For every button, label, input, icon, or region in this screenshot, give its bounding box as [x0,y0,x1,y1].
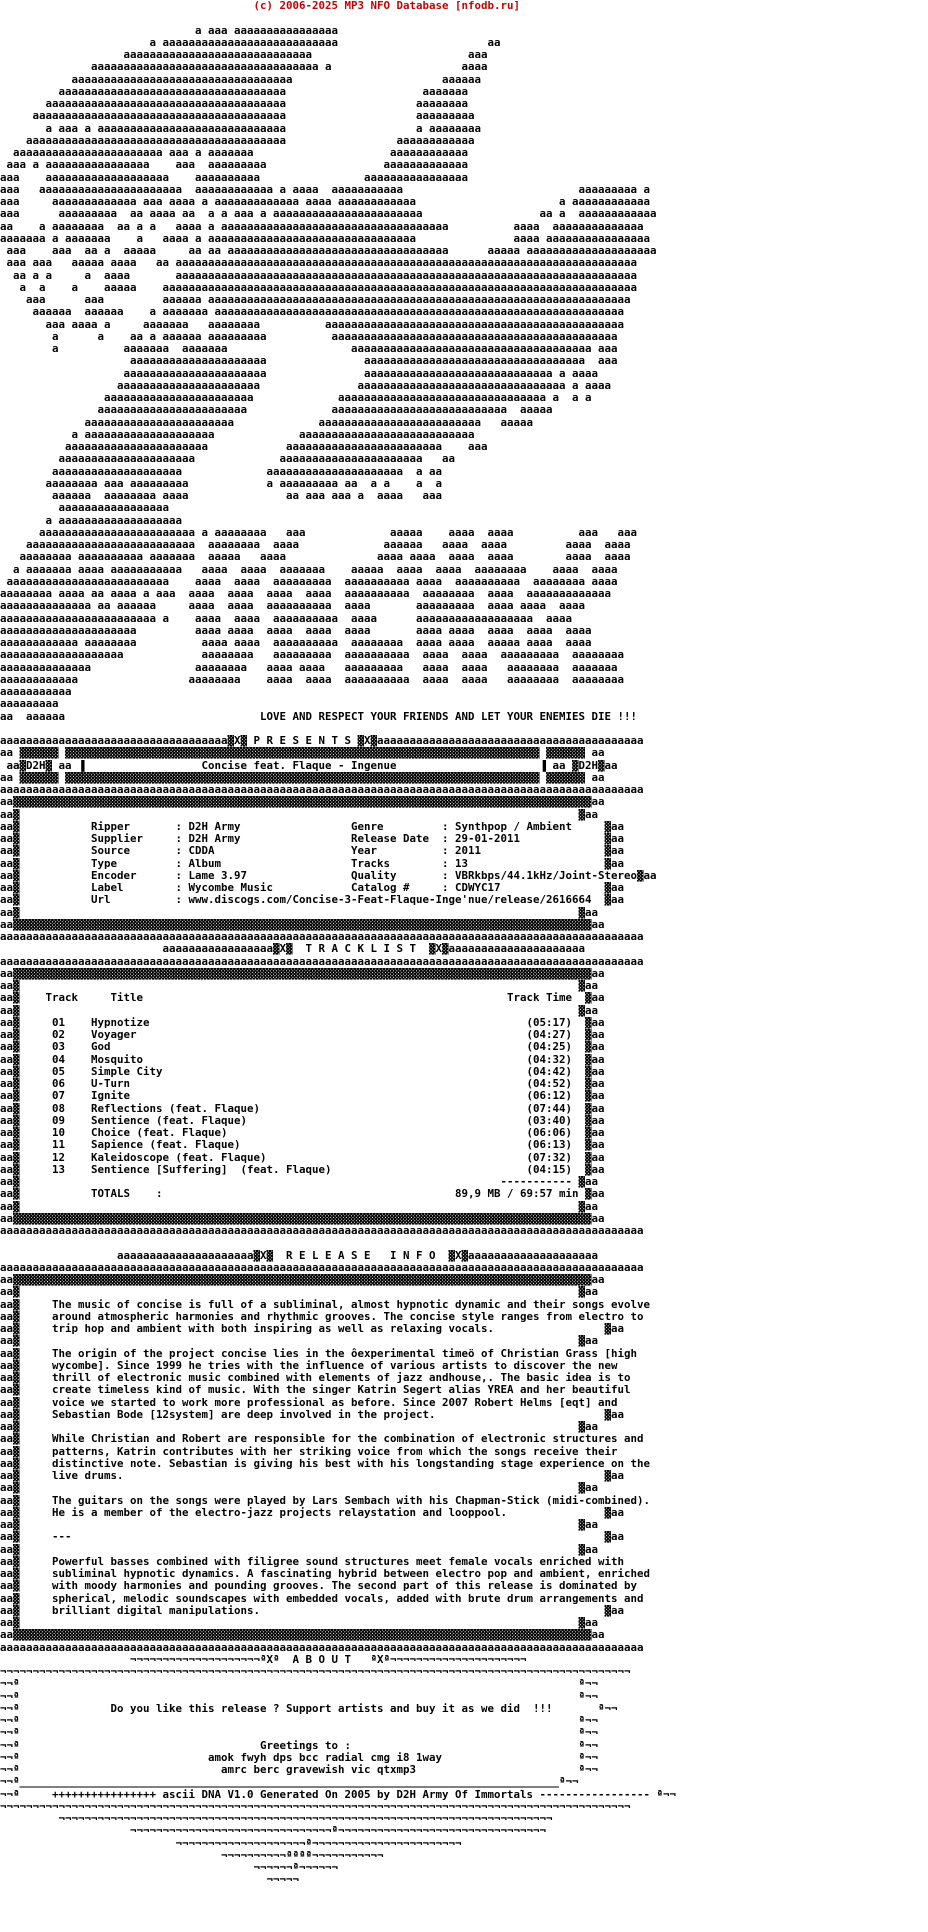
nfo-line: aaaaaaaaaaaaaaaaaaaaaaaaaaaaaaaaaaa a aaaa [0,61,644,74]
nfo-line: aaaaaa aaaaaaaa aaaa aa aaa aaa a aaaa aaa [0,490,612,502]
nfo-line: aa▓ distinctive note. Sebastian is giving his best with his longstanding stage experience on the [0,1457,651,1470]
nfo-line: aa▓ The guitars on the songs were played by Lars Sembach with his Chapman-Stick (midi-combined). [0,1494,651,1507]
nfo-line: aaaaaaaaaaaaaaaaaaaaaaaaaaaaaaaaaa aaaaaa [0,73,644,86]
nfo-line: aa▓ --- ▓aa [0,1531,625,1544]
nfo-line: aa aaaaaa LOVE AND RESPECT YOUR FRIENDS AND LET YOUR ENEMIES DIE !!! [0,710,638,723]
nfo-line: aaa aaaaaaaaa aa aaaa aa a a aaa a aaaaaaaaaaaaaaaaaaaaaaa aa a aaaaaaaaaaaa [0,208,709,221]
nfo-line: aa▓ patterns, Katrin contributes with her striking voice from which the songs receive their [0,1445,618,1458]
nfo-line: ¬¬ª ª¬¬ [0,1690,599,1703]
nfo-line: aaaaaaaaaaaaaaaaaaaaaaaaaaaaaaaaaaa aaaaaaa [0,85,644,98]
nfo-line: a aaaaaaaaaaaaaaaaaaa [0,514,625,527]
nfo-line: aaaaaaaaaaaaaaaaaaa aaaaaaaa aaaaaaaaa aaaaaaaaaa aaaa aaaa aaaaaaaaa aaaaaaaa [0,649,631,662]
nfo-line: aaaaaaaaaaaaaaaaaaaaaaa aaa a aaaaaaa aaaaaaaaaaaa [0,147,703,159]
nfo-line: aaaaaaaaaaaaaaaaaaaaaaaaaaaaaaaaaaaaaaaaaaaaaaaaaaaaaaaaaaaaaaaaaaaaaaaaaaaaaaaaaaaaaaaaaaaaaaaaaaa [0,1641,644,1654]
nfo-line: aa▓ ▓aa [0,1482,599,1495]
nfo-line: a aaaaaaaaaaaaaaaaaaaa aaaaaaaaaaaaaaaaaaaaaaaaaaa [0,428,618,441]
nfo-line: aaaaaaaaaaaaaaaaaaaaa▓X▓ R E L E A S E I N F O ▓X▓aaaaaaaaaaaaaaaaaaaa [0,1249,599,1262]
nfo-line: aaa aaaa a aaaaaaa aaaaaaaa aaaaaaaaaaaaaaaaaaaaaaaaaaaaaaaaaaaaaaaaaaaaaa [0,318,657,331]
nfo-line: aa▓ Supplier : D2H Army Release Date : 29-01-2011 ▓aa [0,833,625,845]
nfo-line [0,723,928,735]
nfo-line: aaaaaaaaaaaa aaaaaaaa aaaa aaaa aaaaaaaaaa aaaa aaaa aaaaaaaa aaaaaaaa [0,673,631,686]
nfo-line: aaaaaaaaaaaaaaaaaaaaaa aaaaaaaaaaaaaaaaaaaaaaaaaaaaaaaa a aaaa [0,379,657,392]
nfo-line [0,1237,928,1249]
nfo-line: aaaaaaaaaaaaaaaaaaaaaaaaaaaaaaaaaaaaaaa aaaaaaaaa [0,110,670,123]
copyright-header: (c) 2006-2025 MP3 NFO Database [nfodb.ru] [0,0,521,12]
nfo-line: aa▓ 13 Sentience [Suffering] (feat. Flaque) (04:15) ▓aa [0,1163,605,1176]
nfo-line: aaaaaa aaaaaa a aaaaaaa aaaaaaaaaaaaaaaaaaaaaaaaaaaaaaaaaaaaaaaaaaaaaaaaaaaaaaaaaaaaaaa [0,306,657,319]
nfo-line: ¬¬ª Do you like this release ? Support artists and buy it as we did !!! ª¬¬ [0,1702,618,1715]
nfo-line: aaa aaaaaaaaaaaaa aaa aaaa a aaaaaaaaaaaaa aaaa aaaaaaaaaaaa a aaaaaaaaaaaa [0,196,703,208]
nfo-line: aaaaaaaaaaaaaaaaaaaaaaaa a aaaaaaaa aaa aaaaa aaaa aaaa aaa aaa [0,526,638,539]
nfo-line: a aaa aaaaaaaaaaaaaaaa [0,24,638,37]
nfo-line: aaaaaaaaaaaaaaaaaaaaaaaaa aaaa aaaa aaaaaaaaa aaaaaaaaaa aaaa aaaaaaaaaa aaaaaaaa aaaa [0,575,618,588]
nfo-line: aaaaaaaaaaaaaaaaaaaaaa aaaaaaaaaaaaaaaaaaaaaaaa aaa [0,441,618,453]
nfo-line: aa▓ voice we started to work more professional as before. Since 2007 Robert Helms [eqt] and [0,1396,618,1409]
nfo-line: a a aa a aaaaaa aaaaaaaaa aaaaaaaaaaaaaaaaaaaaaaaaaaaaaaaaaaaaaaaaaaaa [0,330,657,343]
nfo-line: aaaaaaaaaaaaaaaaaaaaaaaaaaaaaaaaaaaaa aaaaaaaa [0,98,651,110]
nfo-line: aa▓▓▓▓▓▓▓▓▓▓▓▓▓▓▓▓▓▓▓▓▓▓▓▓▓▓▓▓▓▓▓▓▓▓▓▓▓▓▓▓▓▓▓▓▓▓▓▓▓▓▓▓▓▓▓▓▓▓▓▓▓▓▓▓▓▓▓▓▓▓▓▓▓▓▓▓▓▓▓▓▓▓▓▓▓▓▓▓▓aa [0,1212,605,1225]
nfo-line: aa▓ ▓aa [0,1543,599,1556]
nfo-line: aa▓ 02 Voyager (04:27) ▓aa [0,1029,605,1041]
nfo-line: aa▓ live drums. ▓aa [0,1470,625,1482]
nfo-line: aa▓ ▓aa [0,1004,599,1017]
nfo-line: aa a aaaaaaaa aa a a aaaa a aaaaaaaaaaaaaaaaaaaaaaaaaaaaaaaaaaa aaaa aaaaaaaaaaaaaa [0,220,683,233]
nfo-line: aaaaaaaaaaaaaaaaaaaaaaa aaaaaaaaaaaaaaaaaaaaaaaaaaaaaaaa a a a [0,392,638,404]
nfo-line: aaaaaaaaaaaaaaaaaaaaaaaaaaaaa aaa [0,49,638,61]
nfo-line: ¬¬¬¬¬¬¬¬¬¬¬¬¬¬¬¬¬¬¬¬ª¬¬¬¬¬¬¬¬¬¬¬¬¬¬¬¬¬¬¬¬¬¬¬ [0,1837,462,1850]
nfo-line: aaaaaaaaaaaaaaaaaaaaaa aaaaaaaaaaaaaaaaaaaaaaaaaaaaa a aaaa [0,367,644,380]
nfo-line: aa▓ 09 Sentience (feat. Flaque) (03:40) ▓aa [0,1114,605,1127]
nfo-line: aaaaaaaaaaaaaaaaa▓X▓ T R A C K L I S T ▓X▓aaaaaaaaaaaaaaaaaaaaa [0,943,586,956]
nfo-line: aa▓ TOTALS : 89,9 MB / 69:57 min ▓aa [0,1188,605,1201]
nfo-line: ¬¬ª amok fwyh dps bcc radial cmg i8 1way ª¬¬ [0,1751,599,1764]
nfo-line: aa▓▓▓▓▓▓▓▓▓▓▓▓▓▓▓▓▓▓▓▓▓▓▓▓▓▓▓▓▓▓▓▓▓▓▓▓▓▓▓▓▓▓▓▓▓▓▓▓▓▓▓▓▓▓▓▓▓▓▓▓▓▓▓▓▓▓▓▓▓▓▓▓▓▓▓▓▓▓▓▓▓▓▓▓▓▓▓▓▓aa [0,967,605,980]
nfo-line: aa▓ 11 Sapience (feat. Flaque) (06:13) ▓aa [0,1139,605,1152]
nfo-line: aa▓ trip hop and ambient with both inspiring as well as relaxing vocals. ▓aa [0,1323,625,1335]
nfo-line: aa▓ Track Title Track Time ▓aa [0,992,605,1005]
nfo-line: aaaaaaaaa [0,698,625,711]
nfo-line: aaaaaaa a aaaaaaa a aaaa a aaaaaaaaaaaaaaaaaaaaaaaaaaaaaaaa aaaa aaaaaaaaaaaaaaaa [0,232,690,245]
nfo-line: aaa aaa aa a aaaaa aa aa aaaaaaaaaaaaaaaaaaaaaaaaaaaaaaaaaa aaaaa aaaaaaaaaaaaaaaaaaaa [0,245,683,257]
nfo-line: aaaaaaaaaaaaaaaaaaaaaaaa a aaaa aaaa aaaaaaaaaa aaaa aaaaaaaaaaaaaaaaaa aaaa [0,612,612,625]
nfo-line: aa▓▓▓▓▓▓▓▓▓▓▓▓▓▓▓▓▓▓▓▓▓▓▓▓▓▓▓▓▓▓▓▓▓▓▓▓▓▓▓▓▓▓▓▓▓▓▓▓▓▓▓▓▓▓▓▓▓▓▓▓▓▓▓▓▓▓▓▓▓▓▓▓▓▓▓▓▓▓▓▓▓▓▓▓▓▓▓▓▓aa [0,1274,605,1286]
nfo-line: aaaaaaaaaaaaaaaaaaaaaaaaaaaaaaaaaaaaaaaa aaaaaaaaaaaa [0,134,683,147]
nfo-line: aa▓ 12 Kaleidoscope (feat. Flaque) (07:32) ▓aa [0,1151,605,1164]
nfo-line: aaaaaaaaaaaaaaaaaaaaa aaaaaaaaaaaaaaaaaaaaaa aa [0,453,612,466]
nfo-line: ¬¬ª___________________________________________________________________________________ª¬¬ [0,1776,579,1789]
nfo-line: ¬¬¬¬¬¬¬¬¬¬ªªªª¬¬¬¬¬¬¬¬¬¬¬ [0,1849,384,1862]
nfo-line: ¬¬¬¬¬ [0,1874,300,1887]
nfo-line: aa▓ 01 Hypnotize (05:17) ▓aa [0,1016,605,1029]
nfo-line: aa▓ around atmospheric harmonies and rhythmic grooves. The concise style ranges from electro to [0,1310,644,1323]
nfo-line: ¬¬¬¬¬¬¬¬¬¬¬¬¬¬¬¬¬¬¬¬¬¬¬¬¬¬¬¬¬¬¬¬¬¬¬¬¬¬¬¬¬¬¬¬¬¬¬¬¬¬¬¬¬¬¬¬¬¬¬¬¬¬¬¬¬¬¬¬¬¬¬¬¬¬¬¬ [0,1813,553,1825]
nfo-line: ¬¬¬¬¬¬¬¬¬¬¬¬¬¬¬¬¬¬¬¬ªXª A B O U T ªXª¬¬¬¬¬¬¬¬¬¬¬¬¬¬¬¬¬¬¬¬¬ [0,1653,527,1666]
nfo-line: aaaaaaaa aaaaaaaaaa aaaaaaa aaaaa aaaa aaaa aaaa aaaa aaaa aaaa aaaa [0,551,631,564]
nfo-line: aa a a a aaaa aaaaaaaaaaaaaaaaaaaaaaaaaaaaaaaaaaaaaaaaaaaaaaaaaaaaaaaaaaaaaaaaaaaaaaa [0,269,664,282]
nfo-line: ¬¬ª ª¬¬ [0,1678,599,1691]
nfo-line: aa▓ brilliant digital manipulations. ▓aa [0,1604,625,1617]
nfo-line: aaaaaaaaaaaaaa aaaaaaaa aaaa aaaa aaaaaaaaa aaaa aaaa aaaaaaaa aaaaaaa [0,661,631,674]
nfo-line: aa▓ While Christian and Robert are responsible for the combination of electronic structures and [0,1433,644,1446]
nfo-line: aa▓ wycombe]. Since 1999 he tries with the influence of various artists to discover the new [0,1359,618,1372]
nfo-line: aa▓ 08 Reflections (feat. Flaque) (07:44) ▓aa [0,1102,605,1115]
nfo-line: a aaa a aaaaaaaaaaaaaaaaaaaaaaaaaaaaa a aaaaaaaa [0,122,683,135]
nfo-line: aaaaaaaa aaa aaaaaaaaa a aaaaaaaaa aa a a a a [0,477,612,490]
nfo-line: aa▓ The origin of the project concise lies in the ôexperimental timeö of Christian Grass [high [0,1347,638,1360]
nfo-line: aa▓ spherical, melodic soundscapes with embedded vocals, added with brute drum arrangements and [0,1592,644,1605]
nfo-line: aa▓ thrill of electronic music combined with elements of jazz andhouse,. The basic idea is to [0,1372,631,1384]
nfo-line: aa▓ ▓aa [0,1421,599,1433]
nfo-line: aa▓ subliminal hypnotic dynamics. A fascinating hybrid between electro pop and ambient, enriched [0,1568,651,1580]
nfo-line: aa▓▓▓▓▓▓▓▓▓▓▓▓▓▓▓▓▓▓▓▓▓▓▓▓▓▓▓▓▓▓▓▓▓▓▓▓▓▓▓▓▓▓▓▓▓▓▓▓▓▓▓▓▓▓▓▓▓▓▓▓▓▓▓▓▓▓▓▓▓▓▓▓▓▓▓▓▓▓▓▓▓▓▓▓▓▓▓▓▓aa [0,796,605,809]
nfo-line: aaaaaaaaaaaaaaaaaaaaaaaaaa aaaaaaaa aaaa aaaaaa aaaa aaaa aaaa aaaa [0,539,631,551]
nfo-line: aaa aaa aaaaa aaaa aa aaaaaaaaaaaaaaaaaaaaaaaaaaaaaaaaaaaaaaaaaaaaaaaaaaaaaaaaaaaaaaaaaaaaaaa [0,257,664,270]
nfo-line: a aaaaaaa aaaa aaaaaaaaaaa aaaa aaaa aaaaaaa aaaaa aaaa aaaa aaaaaaaa aaaa aaaa [0,563,618,576]
nfo-line: aaaaaaaaaaaaaaaaaaaa aaaaaaaaaaaaaaaaaaaaa a aa [0,465,618,478]
nfo-line: aaaaaaaaaaaaaa aa aaaaaa aaaa aaaa aaaaaaaaaa aaaa aaaaaaaaa aaaa aaaa aaaa [0,600,618,613]
nfo-line: aa▓ 03 God (04:25) ▓aa [0,1041,605,1054]
nfo-line: aa▓ ▓aa [0,1200,599,1213]
nfo-line: ¬¬ª ++++++++++++++++ ascii DNA V1.0 Generated On 2005 by D2H Army Of Immortals ----------------- ª¬¬ [0,1788,677,1801]
nfo-line: aa▓ Sebastian Bode [12system] are deep involved in the project. ▓aa [0,1408,625,1421]
nfo-line: aaaaaaaaaaaa aaaaaaaa aaaa aaaa aaaaaaaaaa aaaaaaaa aaaa aaaa aaaaa aaaa aaaa [0,637,612,649]
nfo-line: aa ▓▓▓▓▓▓ ▓▓▓▓▓▓▓▓▓▓▓▓▓▓▓▓▓▓▓▓▓▓▓▓▓▓▓▓▓▓▓▓▓▓▓▓▓▓▓▓▓▓▓▓▓▓▓▓▓▓▓▓▓▓▓▓▓▓▓▓▓▓▓▓▓▓▓▓▓▓▓▓▓ ▓▓▓▓▓▓ aa [0,771,605,784]
nfo-line: a aaaaaaaaaaaaaaaaaaaaaaaaaaa aa [0,36,638,49]
nfo-line: ¬¬ª Greetings to : ª¬¬ [0,1739,599,1752]
nfo-line: aa▓ 10 Choice (feat. Flaque) (06:06) ▓aa [0,1127,605,1139]
nfo-line: aa▓ ----------- ▓aa [0,1176,599,1188]
nfo-line: aa▓ Powerful basses combined with filigree sound structures meet female vocals enriched with [0,1555,625,1568]
nfo-line: aaaaaaaaaaaaaaaaaaaaa aaaa aaaa aaaa aaaa aaaa aaaa aaaa aaaa aaaa aaaa [0,624,618,637]
nfo-line: ¬¬ª ª¬¬ [0,1727,599,1740]
nfo-line: aaaaaaaaaaaaaaaaaaaaaaaaaaaaaaaaaaaaaaaaaaaaaaaaaaaaaaaaaaaaaaaaaaaaaaaaaaaaaaaaaaaaaaaaaaaaaaaaaaa [0,955,644,968]
nfo-line: aa▓ ▓aa [0,808,599,821]
nfo-line: aaa aaaaaaaaaaaaaaaaaaa aaaaaaaaaa aaaaaaaaaaaaaaaa [0,171,709,184]
nfo-line: aa▓ 07 Ignite (06:12) ▓aa [0,1090,605,1103]
nfo-line: aa▓ Type : Album Tracks : 13 ▓aa [0,857,625,870]
nfo-line: aa▓ Ripper : D2H Army Genre : Synthpop / Ambient ▓aa [0,820,625,833]
nfo-line: aa▓▓▓▓▓▓▓▓▓▓▓▓▓▓▓▓▓▓▓▓▓▓▓▓▓▓▓▓▓▓▓▓▓▓▓▓▓▓▓▓▓▓▓▓▓▓▓▓▓▓▓▓▓▓▓▓▓▓▓▓▓▓▓▓▓▓▓▓▓▓▓▓▓▓▓▓▓▓▓▓▓▓▓▓▓▓▓▓▓aa [0,1629,605,1642]
nfo-line: ¬¬¬¬¬¬ª¬¬¬¬¬¬ [0,1862,339,1874]
nfo-line: aa▓▓▓▓▓▓▓▓▓▓▓▓▓▓▓▓▓▓▓▓▓▓▓▓▓▓▓▓▓▓▓▓▓▓▓▓▓▓▓▓▓▓▓▓▓▓▓▓▓▓▓▓▓▓▓▓▓▓▓▓▓▓▓▓▓▓▓▓▓▓▓▓▓▓▓▓▓▓▓▓▓▓▓▓▓▓▓▓▓aa [0,918,605,931]
nfo-line: aaa aaa aaaaaa aaaaaaaaaaaaaaaaaaaaaaaaaaaaaaaaaaaaaaaaaaaaaaaaaaaaaaaaaaaaaaaaa [0,294,664,306]
nfo-line: ¬¬¬¬¬¬¬¬¬¬¬¬¬¬¬¬¬¬¬¬¬¬¬¬¬¬¬¬¬¬¬¬¬¬¬¬¬¬¬¬¬¬¬¬¬¬¬¬¬¬¬¬¬¬¬¬¬¬¬¬¬¬¬¬¬¬¬¬¬¬¬¬¬¬¬¬¬¬¬¬¬¬¬¬¬¬¬¬¬¬¬¬¬¬¬¬¬ [0,1800,631,1813]
nfo-line: aaaaaaaaaaaaaaaaaaaaa aaaaaaaaaaaaaaaaaaaaaaaaaaaaaaaaaa aaa [0,355,657,368]
nfo-line: aa▓ 06 U-Turn (04:52) ▓aa [0,1078,605,1090]
nfo-line [0,12,928,24]
nfo-line: aa▓ Url : www.discogs.com/Concise-3-Feat-Flaque-Inge'nue/release/2616664 ▓aa [0,894,625,907]
nfo-line: aa▓ ▓aa [0,980,599,992]
nfo-line: aa▓ The music of concise is full of a subliminal, almost hypnotic dynamic and their songs evolve [0,1298,651,1311]
nfo-line: ¬¬¬¬¬¬¬¬¬¬¬¬¬¬¬¬¬¬¬¬¬¬¬¬¬¬¬¬¬¬¬ª¬¬¬¬¬¬¬¬¬¬¬¬¬¬¬¬¬¬¬¬¬¬¬¬¬¬¬¬¬¬¬¬ [0,1825,547,1838]
nfo-line: aaaaaaaaaaaaaaaaaaaaaaaaaaaaaaaaaaa▓X▓ P R E S E N T S ▓X▓aaaaaaaaaaaaaaaaaaaaaaaaaaaaaaaaaaaaaaaaa [0,735,644,747]
nfo-line: aaaaaaaaaaa [0,686,625,698]
nfo-line: aa▓ with moody harmonies and pounding grooves. The second part of this release is dominated by [0,1580,638,1593]
nfo-line: aa▓ ▓aa [0,1519,599,1531]
nfo-line: aa▓ ▓aa [0,906,599,919]
nfo-line: aa▓ create timeless kind of music. With the singer Katrin Segert alias YREA and her beautiful [0,1384,631,1397]
nfo-line: a a a aaaaa aaaaaaaaaaaaaaaaaaaaaaaaaaaaaaaaaaaaaaaaaaaaaaaaaaaaaaaaaaaaaaaaaaaaaaaaa [0,281,664,294]
nfo-line: aaaaaaaaaaaaaaaaaaaaaaa aaaaaaaaaaaaaaaaaaaaaaaaaaa aaaaa [0,404,631,417]
nfo-line: aaaaaaaaaaaaaaaaaaaaaaaaaaaaaaaaaaaaaaaaaaaaaaaaaaaaaaaaaaaaaaaaaaaaaaaaaaaaaaaaaaaaaaaaaaaaaaaaaaa [0,1225,644,1237]
nfo-line: aaaaaaaaaaaaaaaaaaaaaaaaaaaaaaaaaaaaaaaaaaaaaaaaaaaaaaaaaaaaaaaaaaaaaaaaaaaaaaaaaaaaaaaaaaaaaaaaaaa [0,931,644,943]
nfo-line: aaaaaaaaaaaaaaaaaaaaaaaaaaaaaaaaaaaaaaaaaaaaaaaaaaaaaaaaaaaaaaaaaaaaaaaaaaaaaaaaaaaaaaaaaaaaaaaaaaa [0,784,644,796]
nfo-line: aaaaaaaaaaaaaaaaaaaaaaa aaaaaaaaaaaaaaaaaaaaaaaaa aaaaa [0,416,625,429]
nfo-line: aa▓ ▓aa [0,1286,599,1299]
nfo-line: aaa aaaaaaaaaaaaaaaaaaaaaa aaaaaaaaaaaa a aaaa aaaaaaaaaaa aaaaaaaaa a [0,183,709,196]
nfo-line: aa▓ Label : Wycombe Music Catalog # : CDWYC17 ▓aa [0,882,625,894]
nfo-line: aa ▓▓▓▓▓▓ ▓▓▓▓▓▓▓▓▓▓▓▓▓▓▓▓▓▓▓▓▓▓▓▓▓▓▓▓▓▓▓▓▓▓▓▓▓▓▓▓▓▓▓▓▓▓▓▓▓▓▓▓▓▓▓▓▓▓▓▓▓▓▓▓▓▓▓▓▓▓▓▓▓ ▓▓▓▓▓▓ aa [0,747,605,760]
nfo-line: aaaaaaaaaaaaaaaaa [0,502,625,515]
nfo-line: aa▓ Encoder : Lame 3.97 Quality : VBRkbps/44.1kHz/Joint-Stereo▓aa [0,869,657,882]
nfo-line: aa▓ Source : CDDA Year : 2011 ▓aa [0,845,625,858]
nfo-line: a aaaaaaa aaaaaaa aaaaaaaaaaaaaaaaaaaaaaaaaaaaaaaaaaaaa aaa [0,343,657,355]
nfo-line: aa▓ 04 Mosquito (04:32) ▓aa [0,1053,605,1066]
nfo-line: aa▓ ▓aa [0,1617,599,1629]
nfo-line: aa▓ He is a member of the electro-jazz projects relaystation and looppool. ▓aa [0,1506,625,1519]
nfo-line: ¬¬ª ª¬¬ [0,1715,599,1727]
nfo-line: aaaaaaaa aaaa aa aaaa a aaa aaaa aaaa aaaa aaaa aaaaaaaaaa aaaaaaaa aaaa aaaaaaaaaaaaa [0,588,618,600]
nfo-line: aaa a aaaaaaaaaaaaaaaa aaa aaaaaaaaa aaaaaaaaaaaaa [0,159,703,172]
nfo-line: ¬¬ª amrc berc gravewish vic qtxmp3 ª¬¬ [0,1764,599,1776]
nfo-line: aaaaaaaaaaaaaaaaaaaaaaaaaaaaaaaaaaaaaaaaaaaaaaaaaaaaaaaaaaaaaaaaaaaaaaaaaaaaaaaaaaaaaaaaaaaaaaaaaaa [0,1261,644,1274]
nfo-line: aa▓D2H▓ aa ▐ Concise feat. Flaque - Ingenue ▐ aa ▓D2H▓aa [0,759,618,772]
nfo-line: aa▓ ▓aa [0,1335,599,1348]
nfo-line: ¬¬¬¬¬¬¬¬¬¬¬¬¬¬¬¬¬¬¬¬¬¬¬¬¬¬¬¬¬¬¬¬¬¬¬¬¬¬¬¬¬¬¬¬¬¬¬¬¬¬¬¬¬¬¬¬¬¬¬¬¬¬¬¬¬¬¬¬¬¬¬¬¬¬¬¬¬¬¬¬¬¬¬¬¬¬¬¬¬¬¬¬¬¬¬¬¬ [0,1666,631,1678]
nfo-line: aa▓ 05 Simple City (04:42) ▓aa [0,1065,605,1078]
